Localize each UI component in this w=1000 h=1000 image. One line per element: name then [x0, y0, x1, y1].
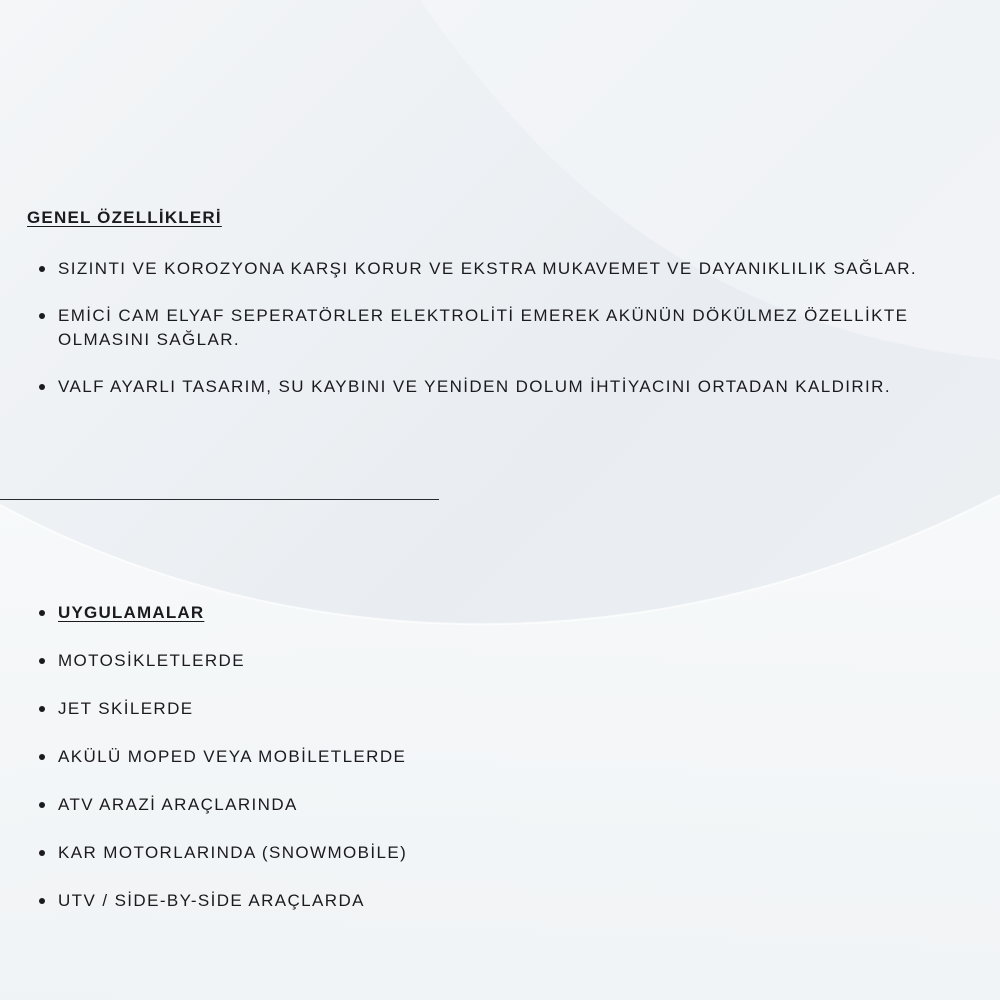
application-item: KAR MOTORLARINDA (SNOWMOBİLE) [38, 841, 407, 865]
feature-item: EMİCİ CAM ELYAF SEPERATÖRLER ELEKTROLİTİ EMEREK AKÜNÜN DÖKÜLMEZ ÖZELLİKTE OLMASINI SAĞLAR. [38, 304, 958, 352]
applications-title: UYGULAMALAR [58, 603, 205, 622]
application-item: MOTOSİKLETLERDE [38, 649, 407, 673]
features-list [38, 257, 958, 422]
application-item: JET SKİLERDE [38, 697, 407, 721]
feature-item: SIZINTI VE KOROZYONA KARŞI KORUR VE EKSTRA MUKAVEMET VE DAYANIKLILIK SAĞLAR. [38, 257, 958, 281]
section-divider [0, 499, 439, 500]
applications-list [38, 601, 407, 937]
features-title: GENEL ÖZELLİKLERİ [27, 208, 222, 227]
applications-title-item [38, 601, 407, 625]
application-item: UTV / SİDE-BY-SİDE ARAÇLARDA [38, 889, 407, 913]
application-item: ATV ARAZİ ARAÇLARINDA [38, 793, 407, 817]
feature-item: VALF AYARLI TASARIM, SU KAYBINI VE YENİDEN DOLUM İHTİYACINI ORTADAN KALDIRIR. [38, 375, 958, 399]
application-item: AKÜLÜ MOPED VEYA MOBİLETLERDE [38, 745, 407, 769]
